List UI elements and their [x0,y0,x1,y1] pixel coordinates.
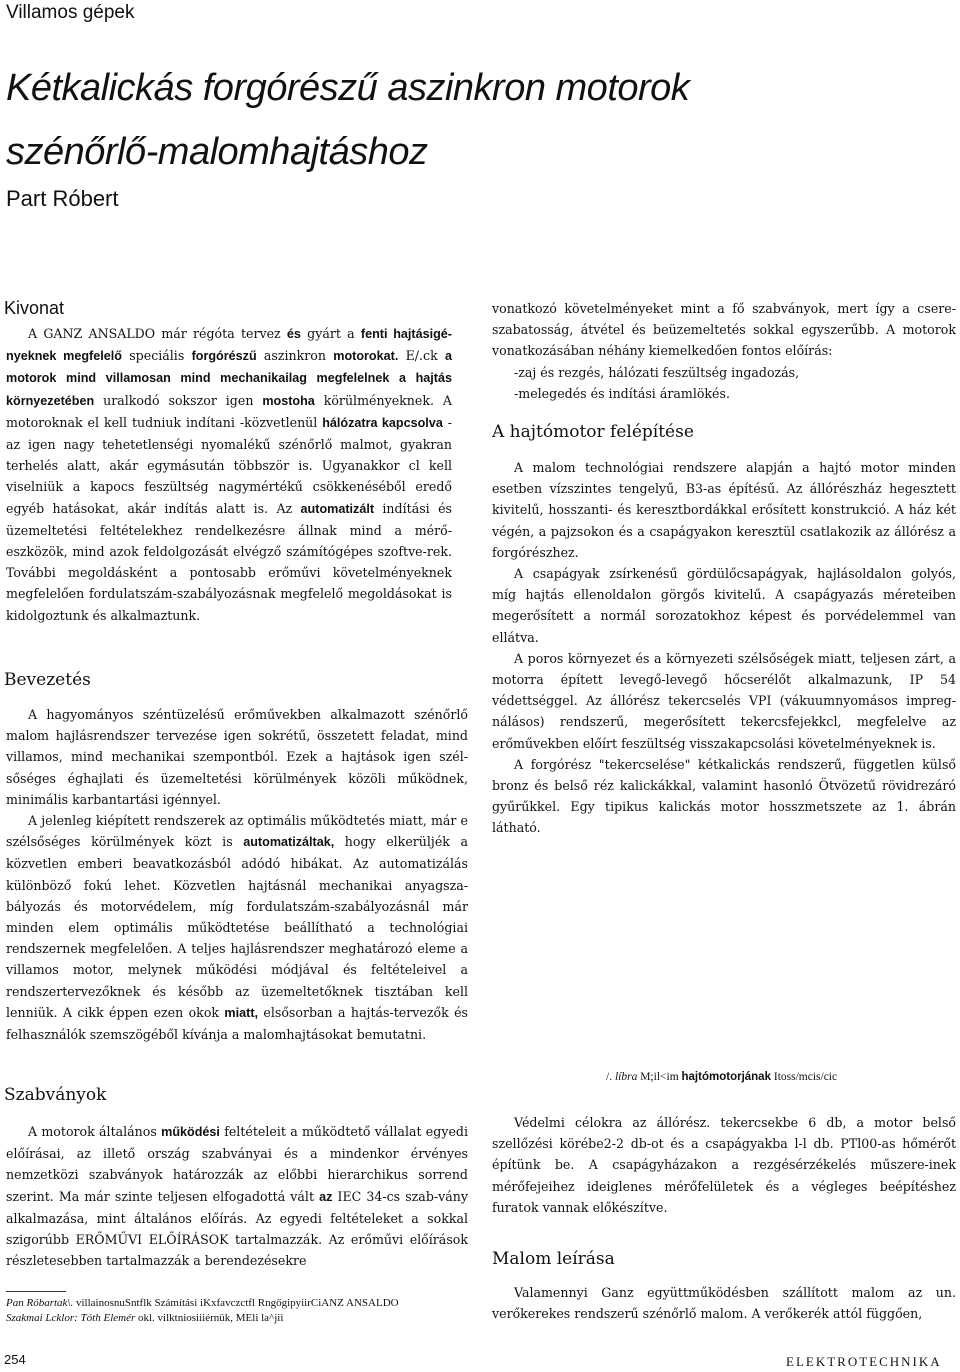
standards-heading: Szabványok [4,1085,107,1105]
motor-structure-paragraph-2: A csapágyak zsírkenésű gördülőcsapágyak, hajlásoldalon golyós, míg hajtás ellenoldalon görgős kivitelű. A csapágyazás méreteiben megerősített a normál sorozatokhoz képest és porvédelemmel van ellátva. [492,566,956,645]
footnote-line-1: Pan Róbartak\. villainosnuSntflk Számítási iKxfavczctfl RngőgipyiirCiANZ ANSALDO [6,1297,399,1309]
mill-description-heading: Malom leírása [492,1249,615,1269]
introduction-heading: Bevezetés [4,670,91,690]
abstract-paragraph: A GANZ ANSALDO már régóta tervez és gyárt a fenti hajtásigé-nyeknek megfelelő speciális forgórészű aszinkron motorokat. E/.ck a motorok mind villamosan mind mechanikailag megfelelnek a hajtás környezetében uralkodó sokszor igen mostoha körülményeknek. A motoroknak el kell tudniuk indítani -közvetlenül hálózatra kapcsolva - az igen nagy tehetetlenségi nyomalékű szénőrlő malmot, gyakran terhelés alatt, akár egymásután többször is. Ugyanakkor cl kell viselniük a kapocs feszültség nagymértékű csökkenéséből eredő egyéb hatásokat, akár indítás alatt is. Az automatizált indítási és üzemeltetési feltételekhez rendelkezésre állnak mind a mérő-eszközök, mind azok feldolgozását elvégző számítógépes szoftve-rek. További megoldásként a pontosabb erőművi követelményeknek megfelelően fordulatszám-szabályozásnak megfelelő megoldásokat is kidolgoztunk és alkalmaztunk. [6,326,452,623]
motor-structure-paragraph-3: A poros környezet és a környezeti szélsőségek miatt, teljesen zárt, a motorra épített levegő-levegő hőcserélőt alkalmazunk, IP 54 védettséggel. Az állórész tekercselés VPI (vákuumnyomásos impreg-nálásos) rendszerű, megerősített tekercsfejekkcl, megfelelve az erőművekben előírt feszültség visszakapcsolási követelményeknek is. [492,650,956,751]
standards-body [6,1121,468,1271]
journal-name: ELEKTROTECHNIKA [786,1354,942,1369]
motor-structure-paragraph-1: A malom technológiai rendszere alapján a hajtó motor minden esetben vízszintes tengelyű, B3-as építésű. Az állórészház hegesztett kivitelű, hosszanti- és keresztbordákkal erősített konstrukció. A ház két végén, a pajzsokon és a csapágyakon keresztül csatlakozik az állórész a forgórészhez. [492,460,956,560]
figure-caption: /. líbra M;il<im hajtómotorjának Itoss/mcis/cic [606,1071,838,1083]
footnote-rule [6,1291,66,1292]
footnote-line-2: Szakmai Lcklor: Tóth Elemér okl. vilktniosiiiérnük, MEli la^jii [6,1312,284,1324]
author: Part Róbert [6,186,119,211]
protection-body [492,1112,956,1218]
introduction-paragraph-2: A jelenleg kiépített rendszerek az optimális működtetés miatt, már e szélsőséges körülmények közt is automatizáltak, hogy elkerüljék a közvetlen emberi beavatkozásból adódó hibákat. Az automatizálás különböző fokú lehet. Közvetlen hajtásnál mechanikai anyagsza-bályozás és motorvédelem, míg fordulatszám-szabályozásnál már minden elem optimális működtetése beállítható a technológiai rendszernek megfelelően. A teljes hajlásrendszer meghatározó eleme a villamos motor, melynek működési módjával és feltételeivel a rendszertervezőknek és később az üzemeltetőknek tisztában kell lenniük. A cikk éppen ezen okok miatt, elsősorban a hajtás-tervezők és felhasználók szemszögéből kívánja a malomhajtásokat bemutatni. [6,813,468,1043]
page-number: 254 [4,1352,26,1367]
requirement-item-2: -melegedés és indítási áramlökés. [514,385,730,401]
standards-continuation [492,298,956,404]
requirement-item-1: -zaj és rezgés, hálózati feszültség ingadozás, [514,364,800,380]
protection-paragraph: Védelmi célokra az állórész. tekercsekbe 6 db, a motor belső szellőzési körébe2-2 db-ot és a csapágyakba l-l db. PTl00-as hőmérőt építünk be. A csapágyházakon a rezgésérzékelés műszere-inek mérőfejeihez ideiglenes mérőfelületek és a végleges beépítéshez furatok vannak előkészítve. [492,1115,956,1215]
title-line-1: Kétkalickás forgórészű aszinkron motorok [6,67,690,109]
introduction-body [6,704,468,1045]
motor-structure-heading: A hajtómotor felépítése [492,422,694,442]
abstract-body [6,323,452,626]
footnote [6,1296,476,1326]
introduction-paragraph-1: A hagyományos széntüzelésű erőművekben alkalmazott szénőrlő malom hajlásrendszer tervezése igen sokrétű, összetett feladat, mind villamos, mind mechanikai szempontból. Ezek a hajtások igen szél-sőséges éghajlati és üzemeltetési körülmények közöli működnek, minimális karbantartási igénnyel. [6,707,468,807]
standards-continuation-paragraph: vonatkozó követelményeket mint a fő szabványok, mert így a csere-szabatosság, átvétel és beüzemeltetés sokkal egyszerűbb. A motorok vonatkozásában néhány kiemelkedően fontos előírás: [492,301,956,359]
abstract-heading: Kivonat [4,298,65,318]
mill-description-body [492,1282,956,1324]
section-label: Villamos gépek [6,2,135,23]
motor-structure-body [492,457,956,839]
article-title [6,56,906,184]
mill-description-paragraph: Valamennyi Ganz együttműködésben szállított malom az un. verőkerekes rendszerű szénőrlő malom. A verőkerék attól függően, [492,1285,956,1322]
standards-paragraph: A motorok általános működési feltételeit a működtető vállalat egyedi előírásai, az illető ország szabványai és a mindenkor érvényes nemzetközi szabványok határozzák az előbbi hierarchikus sorrend szerint. Ma már szinte teljesen elfogadottá vált az IEC 34-cs szab-vány alkalmazása, mint általános előírás. Az egyedi feltételeket a sokkal szigorúbb ERŐMŰVI ELŐÍRÁSOK tartalmazzák. Az erőművi előírások részletesebben tartalmazzák a berendezésekre [6,1124,468,1269]
motor-structure-paragraph-4: A forgórész "tekercselése" kétkalickás rendszerű, független külső bronz és belső réz kalickákkal, valamint hasonló Ötvözetű rövidrezáró gyűrűkkel. Egy tipikus kalickás motor hosszmetszete az 1. ábrán látható. [492,756,956,836]
title-line-2: szénőrlő-malomhajtáshoz [6,131,428,173]
